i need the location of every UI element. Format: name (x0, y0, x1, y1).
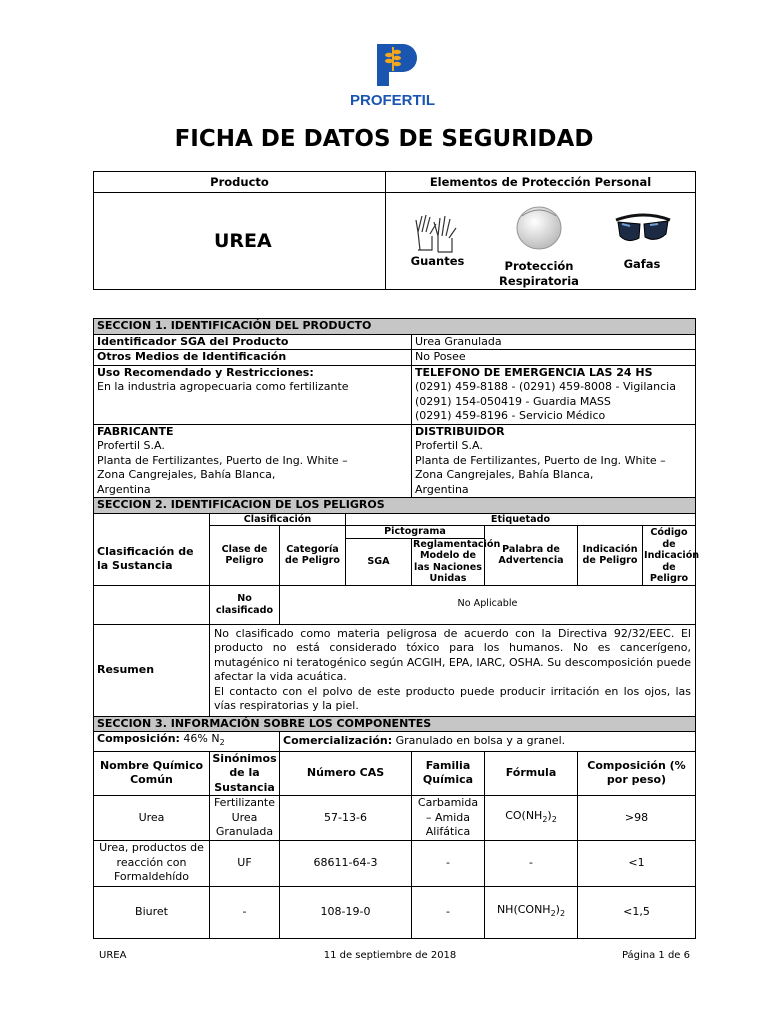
section2-title: SECCION 2. IDENTIFICACION DE LOS PELIGROS (94, 498, 696, 514)
row-family: - (412, 886, 485, 938)
emergency-label: TELEFONO DE EMERGENCIA LAS 24 HS (415, 365, 653, 379)
pictograma-header: Pictograma (346, 526, 485, 539)
row-formula: - (485, 840, 578, 886)
composicion-value: 46% N (183, 732, 220, 745)
emergency-line: (0291) 459-8196 - Servicio Médico (415, 409, 606, 422)
section1-title: SECCION 1. IDENTIFICACIÓN DEL PRODUCTO (94, 319, 696, 335)
row-formula (485, 796, 578, 841)
manufacturer-line: Zona Cangrejales, Bahía Blanca, (97, 468, 276, 481)
composicion-subscript: 2 (219, 738, 225, 748)
sga-header: SGA (346, 538, 412, 585)
other-id-label: Otros Medios de Identificación (94, 350, 412, 366)
formula-part: NH(CONH (496, 902, 551, 916)
section3-title: SECCION 3. INFORMACIÓN SOBRE LOS COMPONENTES (94, 716, 696, 732)
other-id-value: No Posee (412, 350, 696, 366)
row-comp: >98 (578, 796, 696, 841)
ppe-label-respirator: Protección Respiratoria (499, 259, 579, 288)
product-header: Producto (94, 172, 386, 193)
footer-page: Página 1 de 6 (621, 950, 690, 961)
col-cas: Número CAS (280, 751, 412, 796)
palabra-advertencia-header: Palabra de Advertencia (485, 526, 578, 586)
formula-part: CO(NH (505, 808, 543, 822)
distributor-label: DISTRIBUIDOR (415, 424, 505, 438)
col-formula: Fórmula (485, 751, 578, 796)
categoria-peligro-header: Categoría de Peligro (280, 526, 346, 586)
emergency-line: (0291) 459-8188 - (0291) 459-8008 - Vigilancia (415, 380, 676, 393)
manufacturer-label: FABRICANTE (97, 424, 174, 438)
formula-subscript: 2 (559, 909, 566, 919)
row-cas: 108-19-0 (280, 886, 412, 938)
indicacion-peligro-header: Indicación de Peligro (578, 526, 643, 586)
distributor-line: Planta de Fertilizantes, Puerto de Ing. White – (415, 453, 666, 467)
sga-label: Identificador SGA del Producto (94, 334, 412, 350)
emergency-line: (0291) 154-050419 - Guardia MASS (415, 394, 611, 408)
footer-left: UREA (99, 950, 127, 961)
gloves-icon (412, 210, 460, 256)
col-composicion: Composición (% por peso) (578, 751, 696, 796)
row-synonyms: UF (210, 840, 280, 886)
logo-text: PROFERTIL (350, 92, 435, 109)
manufacturer-line: Argentina (97, 482, 151, 496)
sga-value: Urea Granulada (412, 334, 696, 350)
row-synonyms: - (210, 886, 280, 938)
col-nombre: Nombre Químico Común (94, 751, 210, 796)
comercializacion-value: Granulado en bolsa y a granel. (395, 734, 566, 748)
ppe-header: Elementos de Protección Personal (386, 172, 696, 193)
row-formula (485, 886, 578, 938)
distributor-line: Profertil S.A. (415, 439, 483, 452)
col-familia: Familia Química (412, 751, 485, 796)
row-comp: <1,5 (578, 886, 696, 938)
ppe-label-glasses: Gafas (623, 257, 661, 271)
product-name: UREA (94, 193, 386, 290)
clasificacion-header: Clasificación (210, 513, 346, 526)
composicion-label: Composición: (97, 732, 180, 745)
manufacturer-line: Planta de Fertilizantes, Puerto de Ing. White – (97, 453, 348, 467)
codigo-indicacion-header: Código de Indicación de Peligro (644, 527, 700, 584)
no-clasificado-cell: No clasificado (210, 585, 280, 624)
row-cas: 57-13-6 (280, 796, 412, 841)
row-name: Urea, productos de reacción con Formaldehído (94, 840, 210, 886)
footer-date: 11 de septiembre de 2018 (323, 950, 457, 961)
etiquetado-header: Etiquetado (346, 513, 696, 526)
classification-row-label: Clasificación de la Sustancia (94, 513, 210, 585)
no-aplicable-cell: No Aplicable (280, 585, 696, 624)
row-family: Carbamida – Amida Alifática (412, 796, 485, 841)
reglamentacion-header: Reglamentación Modelo de las Naciones Unidas (413, 538, 501, 584)
formula-subscript: 2 (542, 814, 548, 824)
formula-part: ) (555, 902, 560, 916)
col-sinonimos: Sinónimos de la Sustancia (210, 751, 280, 796)
row-name: Urea (94, 796, 210, 841)
empty-cell (94, 585, 210, 624)
row-cas: 68611-64-3 (280, 840, 412, 886)
ppe-label-gloves: Guantes (410, 254, 465, 268)
use-label: Uso Recomendado y Restricciones: (97, 365, 314, 379)
sds-table (93, 318, 700, 939)
row-name: Biuret (94, 886, 210, 938)
comercializacion-label: Comercialización: (283, 734, 393, 748)
row-synonyms: Fertilizante Urea Granulada (210, 796, 280, 841)
manufacturer-line: Profertil S.A. (97, 439, 165, 452)
row-comp: <1 (578, 840, 696, 886)
safety-glasses-icon (614, 212, 672, 248)
clase-peligro-header: Clase de Peligro (210, 526, 280, 586)
product-box (93, 171, 696, 290)
formula-part: ) (547, 808, 552, 822)
row-family: - (412, 840, 485, 886)
distributor-line: Zona Cangrejales, Bahía Blanca, (415, 468, 594, 481)
formula-subscript: 2 (550, 909, 556, 919)
distributor-line: Argentina (415, 482, 469, 496)
resumen-paragraph: No clasificado como materia peligrosa de acuerdo con la Directiva 92/32/EEC. El producto no está considerado tóxico para los humanos. No es cancerígeno, mutagénico ni teratogénico según ACGIH, EPA, IARC, OSHA. Su descomposición puede afectar la vida acuática. (214, 626, 691, 683)
resumen-label: Resumen (94, 624, 210, 716)
page-title: FICHA DE DATOS DE SEGURIDAD (174, 126, 594, 152)
formula-subscript: 2 (551, 814, 557, 824)
respirator-mask-icon (514, 202, 564, 252)
resumen-paragraph: El contacto con el polvo de este producto puede producir irritación en los ojos, las vías respiratorias y la piel. (214, 684, 691, 712)
use-value: En la industria agropecuaria como fertilizante (97, 380, 349, 393)
